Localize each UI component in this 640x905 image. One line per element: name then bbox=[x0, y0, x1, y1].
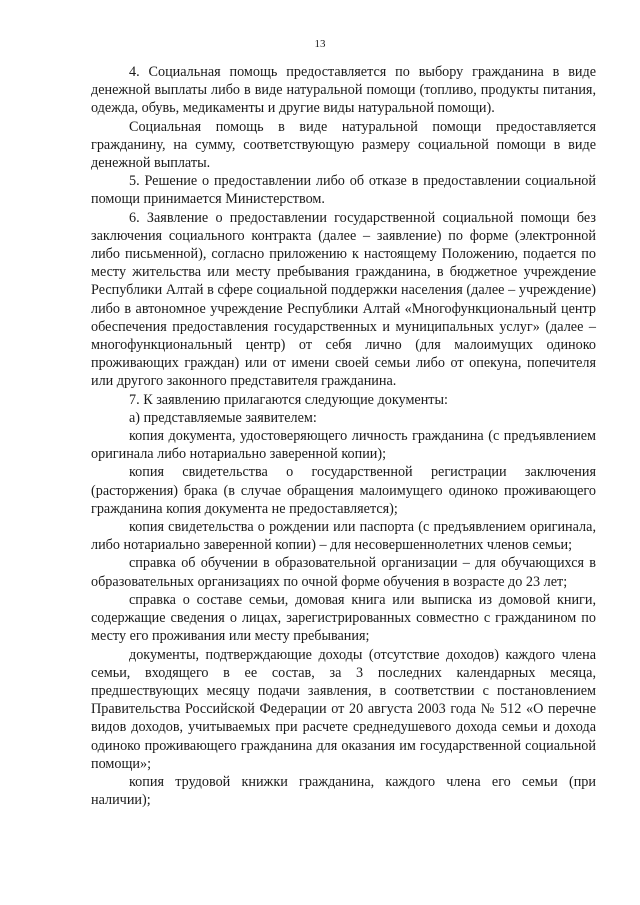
list-item-marriage-certificate: копия свидетельства о государственной регистрации заключения (расторжения) брака (в случае обращения малоимущего одиноко проживающего гражданина копия документа не предоставляется); bbox=[91, 464, 596, 517]
list-item-identity-document: копия документа, удостоверяющего личность гражданина (с предъявлением оригинала либо нотариально заверенной копии); bbox=[91, 428, 596, 463]
list-item-education-certificate: справка об обучении в образовательной организации – для обучающихся в образовательных организациях по очной форме обучения в возрасте до 23 лет; bbox=[91, 555, 596, 590]
paragraph-4-form-of-assistance: 4. Социальная помощь предоставляется по выбору гражданина в виде денежной выплаты либо в виде натуральной помощи (топливо, продукты питания, одежда, обувь, медикаменты и другие виды натуральной помощи). bbox=[91, 64, 596, 117]
list-item-employment-record: копия трудовой книжки гражданина, каждого члена его семьи (при наличии); bbox=[91, 773, 596, 809]
paragraph-7-attached-documents: 7. К заявлению прилагаются следующие документы: bbox=[129, 391, 448, 408]
document-body bbox=[91, 63, 596, 809]
subparagraph-a-applicant-documents: а) представляемые заявителем: bbox=[129, 409, 317, 426]
page-number: 13 bbox=[314, 38, 326, 50]
list-item-birth-certificate: копия свидетельства о рождении или паспорта (с предъявлением оригинала, либо нотариально заверенной копии) – для несовершеннолетних членов семьи; bbox=[91, 519, 596, 554]
paragraph-6-application: 6. Заявление о предоставлении государственной социальной помощи без заключения социального контракта (далее – заявление) по форме (электронной либо письменной), согласно приложению к настоящему Положению, подается по месту жительства или месту пребывания гражданина, в бюджетное учреждение Республики Алтай в сфере социальной поддержки населения (далее – учреждение) либо в автономное учреждение Республики Алтай «Многофункциональный центр обеспечения предоставления государственных и муниципальных услуг» (далее – многофункциональный центр) от себя лично (для малоимущих одиноко проживающих граждан) или от имени своей семьи либо от опекуна, попечителя или другого законного представителя гражданина. bbox=[91, 209, 596, 390]
list-item-income-documents: документы, подтверждающие доходы (отсутствие доходов) каждого члена семьи, входящего в ее состав, за 3 последних календарных месяца, предшествующих месяцу подачи заявления, в соответствии с постановлением Правительства Российской Федерации от 20 августа 2003 года № 512 «О перечне видов доходов, учитываемых при расчете среднедушевого дохода семьи и дохода одиноко проживающего гражданина для оказания им государственной социальной помощи»; bbox=[91, 646, 596, 772]
paragraph-in-kind-assistance: Социальная помощь в виде натуральной помощи предоставляется гражданину, на сумму, соответствующую размеру социальной помощи в виде денежной выплаты. bbox=[91, 118, 596, 172]
list-item-family-composition: справка о составе семьи, домовая книга или выписка из домовой книги, содержащие сведения о лицах, зарегистрированных совместно с гражданином по месту его проживания или месту пребывания; bbox=[91, 591, 596, 645]
paragraph-5-decision: 5. Решение о предоставлении либо об отказе в предоставлении социальной помощи принимается Министерством. bbox=[91, 173, 596, 208]
